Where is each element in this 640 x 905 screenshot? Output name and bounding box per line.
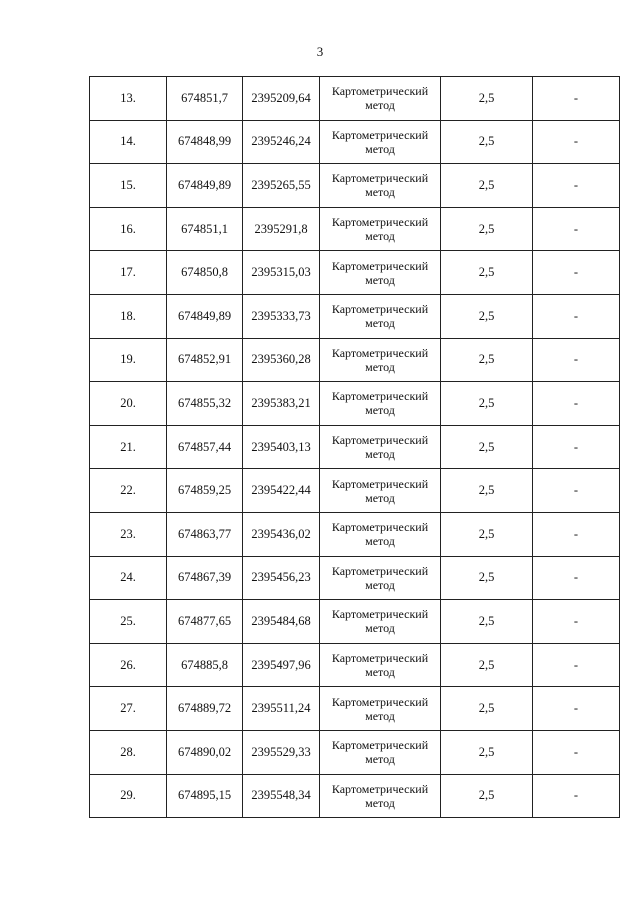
table-row <box>90 774 620 818</box>
x-coordinate-cell: 674857,44 <box>167 425 243 469</box>
point-number-cell: 19. <box>90 338 167 382</box>
method-cell: Картометрический метод <box>320 77 441 121</box>
page-number: 3 <box>316 44 324 59</box>
table-row <box>90 382 620 426</box>
point-number-cell: 24. <box>90 556 167 600</box>
y-coordinate-cell: 2395360,28 <box>243 338 320 382</box>
y-coordinate-cell: 2395265,55 <box>243 164 320 208</box>
y-coordinate-cell: 2395436,02 <box>243 512 320 556</box>
table-row <box>90 425 620 469</box>
point-number-cell: 28. <box>90 730 167 774</box>
accuracy-cell: 2,5 <box>441 251 533 295</box>
accuracy-cell: 2,5 <box>441 774 533 818</box>
table-row <box>90 77 620 121</box>
x-coordinate-cell: 674895,15 <box>167 774 243 818</box>
note-cell: - <box>533 77 620 121</box>
y-coordinate-cell: 2395422,44 <box>243 469 320 513</box>
y-coordinate-cell: 2395333,73 <box>243 294 320 338</box>
y-coordinate-cell: 2395511,24 <box>243 687 320 731</box>
table-row <box>90 164 620 208</box>
accuracy-cell: 2,5 <box>441 600 533 644</box>
y-coordinate-cell: 2395315,03 <box>243 251 320 295</box>
note-cell: - <box>533 164 620 208</box>
note-cell: - <box>533 730 620 774</box>
x-coordinate-cell: 674859,25 <box>167 469 243 513</box>
accuracy-cell: 2,5 <box>441 338 533 382</box>
point-number-cell: 14. <box>90 120 167 164</box>
y-coordinate-cell: 2395209,64 <box>243 77 320 121</box>
accuracy-cell: 2,5 <box>441 164 533 208</box>
y-coordinate-cell: 2395456,23 <box>243 556 320 600</box>
table-row <box>90 687 620 731</box>
method-cell: Картометрический метод <box>320 730 441 774</box>
method-cell: Картометрический метод <box>320 338 441 382</box>
table-row <box>90 730 620 774</box>
table-row <box>90 600 620 644</box>
accuracy-cell: 2,5 <box>441 425 533 469</box>
note-cell: - <box>533 512 620 556</box>
point-number-cell: 23. <box>90 512 167 556</box>
accuracy-cell: 2,5 <box>441 77 533 121</box>
note-cell: - <box>533 294 620 338</box>
x-coordinate-cell: 674889,72 <box>167 687 243 731</box>
x-coordinate-cell: 674885,8 <box>167 643 243 687</box>
accuracy-cell: 2,5 <box>441 207 533 251</box>
accuracy-cell: 2,5 <box>441 294 533 338</box>
method-cell: Картометрический метод <box>320 207 441 251</box>
method-cell: Картометрический метод <box>320 600 441 644</box>
table-row <box>90 556 620 600</box>
method-cell: Картометрический метод <box>320 294 441 338</box>
point-number-cell: 16. <box>90 207 167 251</box>
method-cell: Картометрический метод <box>320 120 441 164</box>
x-coordinate-cell: 674890,02 <box>167 730 243 774</box>
note-cell: - <box>533 251 620 295</box>
coordinates-table-body <box>90 77 620 818</box>
accuracy-cell: 2,5 <box>441 469 533 513</box>
table-row <box>90 120 620 164</box>
note-cell: - <box>533 774 620 818</box>
x-coordinate-cell: 674852,91 <box>167 338 243 382</box>
note-cell: - <box>533 556 620 600</box>
accuracy-cell: 2,5 <box>441 643 533 687</box>
note-cell: - <box>533 600 620 644</box>
y-coordinate-cell: 2395291,8 <box>243 207 320 251</box>
accuracy-cell: 2,5 <box>441 556 533 600</box>
y-coordinate-cell: 2395529,33 <box>243 730 320 774</box>
y-coordinate-cell: 2395484,68 <box>243 600 320 644</box>
table-row <box>90 469 620 513</box>
point-number-cell: 18. <box>90 294 167 338</box>
point-number-cell: 15. <box>90 164 167 208</box>
point-number-cell: 27. <box>90 687 167 731</box>
point-number-cell: 13. <box>90 77 167 121</box>
note-cell: - <box>533 120 620 164</box>
table-row <box>90 207 620 251</box>
point-number-cell: 26. <box>90 643 167 687</box>
accuracy-cell: 2,5 <box>441 120 533 164</box>
method-cell: Картометрический метод <box>320 382 441 426</box>
accuracy-cell: 2,5 <box>441 512 533 556</box>
y-coordinate-cell: 2395497,96 <box>243 643 320 687</box>
method-cell: Картометрический метод <box>320 774 441 818</box>
method-cell: Картометрический метод <box>320 512 441 556</box>
method-cell: Картометрический метод <box>320 251 441 295</box>
point-number-cell: 22. <box>90 469 167 513</box>
note-cell: - <box>533 425 620 469</box>
table-row <box>90 643 620 687</box>
point-number-cell: 25. <box>90 600 167 644</box>
note-cell: - <box>533 687 620 731</box>
y-coordinate-cell: 2395403,13 <box>243 425 320 469</box>
x-coordinate-cell: 674849,89 <box>167 164 243 208</box>
coordinates-table <box>89 76 620 818</box>
method-cell: Картометрический метод <box>320 687 441 731</box>
table-row <box>90 512 620 556</box>
method-cell: Картометрический метод <box>320 164 441 208</box>
note-cell: - <box>533 382 620 426</box>
x-coordinate-cell: 674851,7 <box>167 77 243 121</box>
method-cell: Картометрический метод <box>320 643 441 687</box>
point-number-cell: 17. <box>90 251 167 295</box>
method-cell: Картометрический метод <box>320 425 441 469</box>
accuracy-cell: 2,5 <box>441 730 533 774</box>
point-number-cell: 20. <box>90 382 167 426</box>
y-coordinate-cell: 2395548,34 <box>243 774 320 818</box>
method-cell: Картометрический метод <box>320 556 441 600</box>
x-coordinate-cell: 674863,77 <box>167 512 243 556</box>
note-cell: - <box>533 643 620 687</box>
x-coordinate-cell: 674877,65 <box>167 600 243 644</box>
method-cell: Картометрический метод <box>320 469 441 513</box>
x-coordinate-cell: 674855,32 <box>167 382 243 426</box>
note-cell: - <box>533 207 620 251</box>
y-coordinate-cell: 2395246,24 <box>243 120 320 164</box>
table-row <box>90 251 620 295</box>
accuracy-cell: 2,5 <box>441 687 533 731</box>
x-coordinate-cell: 674867,39 <box>167 556 243 600</box>
y-coordinate-cell: 2395383,21 <box>243 382 320 426</box>
note-cell: - <box>533 338 620 382</box>
table-row <box>90 338 620 382</box>
x-coordinate-cell: 674851,1 <box>167 207 243 251</box>
x-coordinate-cell: 674848,99 <box>167 120 243 164</box>
point-number-cell: 29. <box>90 774 167 818</box>
accuracy-cell: 2,5 <box>441 382 533 426</box>
note-cell: - <box>533 469 620 513</box>
x-coordinate-cell: 674850,8 <box>167 251 243 295</box>
table-row <box>90 294 620 338</box>
x-coordinate-cell: 674849,89 <box>167 294 243 338</box>
point-number-cell: 21. <box>90 425 167 469</box>
